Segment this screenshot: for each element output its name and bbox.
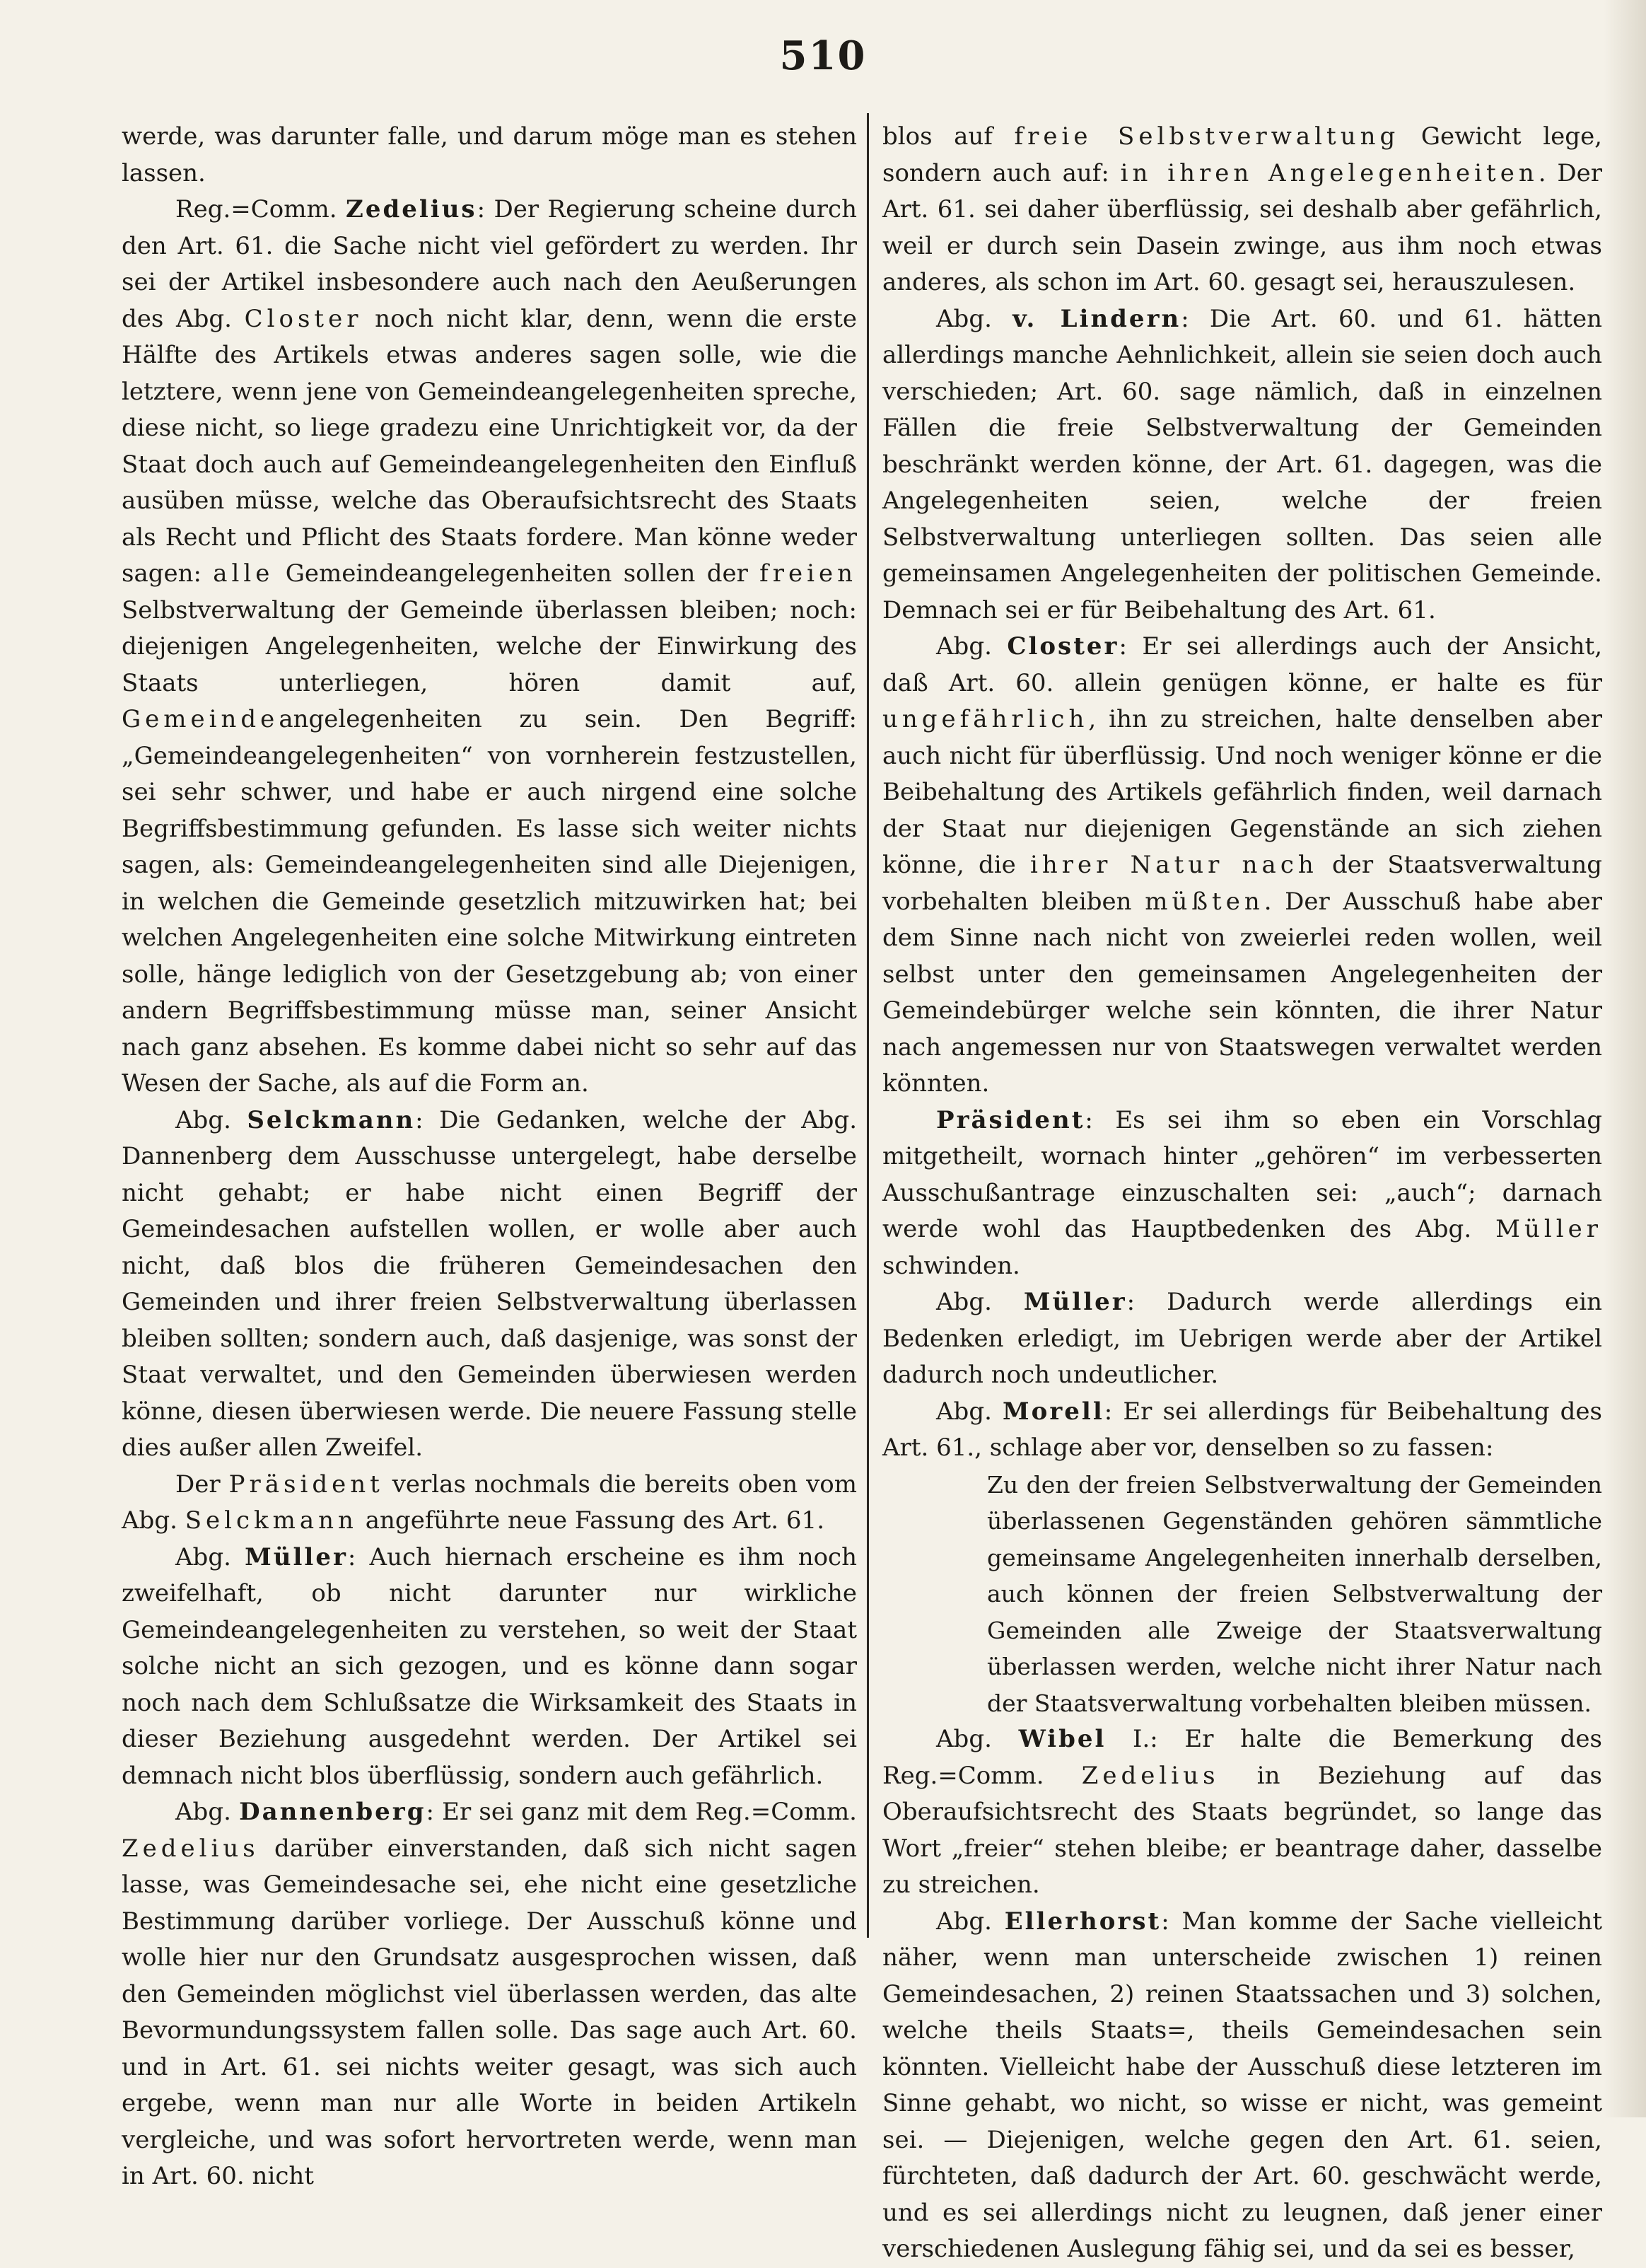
emphasis-text: alle bbox=[213, 559, 274, 588]
paragraph-text: der Staatsverwaltung vorbehalten bleiben bbox=[882, 851, 1602, 916]
paragraph-text: Abg. bbox=[936, 1907, 1005, 1936]
emphasis-text: Präsident bbox=[228, 1470, 384, 1499]
speaker-name: Müller bbox=[245, 1542, 348, 1571]
paragraph-text: Zu den der freien Selbstverwaltung der Gemeinden überlassenen Gegenständen gehören sämmtliche gemeinsame Angelegenheiten innerhalb derselben, auch können der freien Selbstverwaltung der Gemeinden alle Zweige der Staatsverwaltung überlassen werden, welche nicht ihrer Natur nach der Staatsverwaltung vorbehalten bleiben müssen. bbox=[987, 1470, 1602, 1717]
emphasis-text: Selckmann bbox=[185, 1506, 358, 1535]
paragraph bbox=[882, 1904, 1602, 2268]
paragraph bbox=[882, 1103, 1602, 1285]
paragraph-text: : Dadurch werde allerdings ein Bedenken erledigt, im Uebrigen werde aber der Artikel dadurch noch undeutlicher. bbox=[882, 1288, 1602, 1389]
paragraph bbox=[882, 1284, 1602, 1394]
paragraph bbox=[882, 1394, 1602, 1467]
paragraph-text: Der bbox=[175, 1470, 229, 1499]
paragraph-text: Abg. bbox=[936, 1288, 1024, 1316]
paragraph-text: Gemeindeangelegenheiten sollen der bbox=[274, 559, 760, 588]
paragraph-text: Reg.=Comm. bbox=[175, 195, 346, 223]
paragraph-text: Abg. bbox=[936, 1397, 1003, 1426]
speaker-name: Selckmann bbox=[247, 1105, 416, 1134]
column-divider bbox=[867, 113, 869, 1938]
paragraph-text: : Er sei allerdings auch der Ansicht, daß Art. 60. allein genügen könne, er halte es für bbox=[882, 632, 1603, 697]
paragraph-text: : Er sei ganz mit dem Reg.=Comm. bbox=[426, 1798, 857, 1826]
paragraph-text: Abg. bbox=[936, 304, 1013, 333]
paragraph-text: schwinden. bbox=[882, 1251, 1020, 1280]
paragraph bbox=[122, 119, 857, 192]
paragraph-text: Abg. bbox=[175, 1105, 247, 1134]
emphasis-text: müßten bbox=[1145, 887, 1264, 916]
speaker-name: Morell bbox=[1003, 1397, 1104, 1426]
paragraph-text: Abg. bbox=[175, 1542, 245, 1571]
paragraph-text: noch nicht klar, denn, wenn die erste Hälfte des Artikels etwas anderes sagen solle, wie die letztere, wenn jene von Gemeindeangelegenheiten spreche, diese nicht, so liege gradezu eine Unrichtigkeit vor, da der Staat doch auch auf Gemeindeangelegenheiten den Einfluß ausüben müsse, welche das Oberaufsichtsrecht des Staats als Recht und Pflicht des Staats fordere. Man könne weder sagen: bbox=[122, 304, 857, 588]
paragraph-text: : Auch hiernach erscheine es ihm noch zweifelhaft, ob nicht darunter nur wirkliche Gemeindeangelegenheiten zu verstehen, so weit der Staat solche nicht an sich gezogen, und es könne dann sogar noch nach dem Schlußsatze die Wirksamkeit des Staats in dieser Beziehung ausgedehnt werden. Der Artikel sei demnach nicht blos überflüssig, sondern auch gefährlich. bbox=[122, 1542, 857, 1790]
speaker-name: v. Lindern bbox=[1012, 304, 1181, 333]
paragraph-text: in Beziehung auf das Oberaufsichtsrecht des Staats begründet, so lange das Wort „freier“ stehen bleibe; er beantrage daher, dasselbe zu streichen. bbox=[882, 1761, 1602, 1899]
paragraph-text: darüber einverstanden, daß sich nicht sagen lasse, was Gemeindesache sei, ehe nicht eine gesetzliche Bestimmung darüber vorliege. Der Ausschuß könne und wolle hier nur den Grundsatz ausgesprochen wissen, daß den Gemeinden möglichst viel überlassen werden, das alte Bevormundungssystem fallen solle. Das sage auch Art. 60. und in Art. 61. sei nichts weiter gesagt, was sich auch ergebe, wenn man nur alle Worte in beiden Artikeln vergleiche, und was sofort hervortreten werde, wenn man in Art. 60. nicht bbox=[122, 1834, 857, 2190]
speaker-name: Müller bbox=[1023, 1288, 1127, 1316]
emphasis-text: Gemeinde bbox=[122, 705, 279, 733]
paragraph-text: , ihn zu streichen, halte denselben aber auch nicht für überflüssig. Und noch weniger könne er die Beibehaltung des Artikels gefährlich finden, weil darnach der Staat nur diejenigen Gegenstände an sich ziehen könne, die bbox=[882, 705, 1602, 879]
paragraph-text: Gewicht lege, sondern auch auf: bbox=[882, 122, 1602, 187]
paragraph-text: Abg. bbox=[936, 1725, 1019, 1753]
paragraph-text: : Die Gedanken, welche der Abg. Dannenberg dem Ausschusse untergelegt, habe derselbe nicht gehabt; er habe nicht einen Begriff der Gemeindesachen aufstellen wollen, er wolle aber auch nicht, daß blos die früheren Gemeindesachen den Gemeinden und ihrer freien Selbstverwaltung überlassen bleiben sollten; sondern auch, daß dasjenige, was sonst der Staat verwaltet, und den Gemeinden überwiesen werden könne, diesen überwiesen werde. Die neuere Fassung stelle dies außer allen Zweifel. bbox=[122, 1105, 858, 1462]
paragraph-text: Abg. bbox=[936, 632, 1008, 661]
paragraph-text: : Er sei allerdings für Beibehaltung des Art. 61., schlage aber vor, denselben so zu fassen: bbox=[882, 1397, 1602, 1462]
emphasis-text: Müller bbox=[1495, 1215, 1602, 1243]
paragraph-text: Selbstverwaltung der Gemeinde überlassen bleiben; noch: diejenigen Angelegenheiten, welche der Einwirkung des Staats unterliegen, hören damit auf, bbox=[122, 595, 857, 697]
paragraph-text: I.: Er halte die Bemerkung des Reg.=Comm. bbox=[882, 1725, 1602, 1790]
paragraph-text: werde, was darunter falle, und darum möge man es stehen lassen. bbox=[122, 122, 857, 187]
paragraph-text: : Es sei ihm so eben ein Vorschlag mitgetheilt, wornach hinter „gehören“ im verbesserten Ausschußantrage einzuschalten sei: „auch“; darnach werde wohl das Hauptbedenken des Abg. bbox=[882, 1105, 1602, 1243]
emphasis-text: freie Selbstverwaltung bbox=[1014, 122, 1400, 151]
speaker-name: Wibel bbox=[1018, 1725, 1107, 1753]
emphasis-text: Closter bbox=[244, 304, 363, 333]
speaker-name: Ellerhorst bbox=[1004, 1907, 1162, 1936]
paragraph-text: : Man komme der Sache vielleicht näher, wenn man unterscheide zwischen 1) reinen Gemeindesachen, 2) reinen Staatssachen und 3) solchen, welche theils Staats=, theils Gemeindesachen sein könnten. Vielleicht habe der Ausschuß diese letzteren im Sinne gehabt, wo nicht, so wisse er nicht, was gemeint sei. — Diejenigen, welche gegen den Art. 61. seien, fürchteten, daß dadurch der Art. 60. geschwächt werde, und es sei allerdings nicht zu leugnen, daß jener einer verschiedenen Auslegung fähig sei, und da sei es besser, bbox=[882, 1907, 1602, 2263]
speaker-name: Dannenberg bbox=[239, 1798, 426, 1826]
right-column bbox=[882, 119, 1602, 2268]
speaker-name: Präsident bbox=[936, 1105, 1085, 1134]
paragraph-text: verlas nochmals die bereits oben vom Abg. bbox=[122, 1470, 857, 1535]
emphasis-text: ihrer Natur nach bbox=[1029, 851, 1318, 879]
paragraph bbox=[882, 1721, 1602, 1904]
left-column bbox=[122, 119, 857, 2195]
emphasis-text: Zedelius bbox=[1081, 1761, 1220, 1790]
speaker-name: Zedelius bbox=[346, 195, 477, 223]
paragraph bbox=[882, 119, 1602, 301]
paragraph-text: . Der Ausschuß habe aber dem Sinne nach nicht von zweierlei reden wollen, weil selbst unter den gemeinsamen Angelegenheiten der Gemeindebürger welche sein könnten, die ihrer Natur nach angemessen nur von Staatswegen verwaltet werden könnten. bbox=[882, 887, 1603, 1098]
emphasis-text: Zedelius bbox=[122, 1834, 259, 1863]
paragraph bbox=[882, 629, 1602, 1103]
paragraph bbox=[122, 1794, 857, 2195]
paragraph bbox=[122, 1540, 857, 1795]
paragraph-text: blos auf bbox=[882, 122, 1015, 151]
paragraph bbox=[987, 1467, 1602, 1722]
paragraph-text: : Der Regierung scheine durch den Art. 61. die Sache nicht viel gefördert zu werden. Ihr sei der Artikel insbesondere auch nach den Aeußerungen des Abg. bbox=[122, 195, 857, 333]
paragraph-text: : Die Art. 60. und 61. hätten allerdings manche Aehnlichkeit, allein sie seien doch auch verschieden; Art. 60. sage nämlich, daß in einzelnen Fällen die freie Selbstverwaltung der Gemeinden beschränkt werden könne, der Art. 61. dagegen, was die Angelegenheiten seien, welche der freien Selbstverwaltung unterliegen sollten. Das seien alle gemeinsamen Angelegenheiten der politischen Gemeinde. Demnach sei er für Beibehaltung des Art. 61. bbox=[882, 304, 1602, 624]
paragraph bbox=[122, 192, 857, 1103]
emphasis-text: ungefährlich bbox=[882, 705, 1089, 733]
paragraph-text: . Der Art. 61. sei daher überflüssig, sei deshalb aber gefährlich, weil er durch sein Dasein zwinge, aus ihm noch etwas anderes, als schon im Art. 60. gesagt sei, herauszulesen. bbox=[882, 158, 1603, 296]
paragraph-text: Abg. bbox=[175, 1798, 240, 1826]
emphasis-text: freien bbox=[759, 559, 858, 588]
paragraph-text: angelegenheiten zu sein. Den Begriff: „Gemeindeangelegenheiten“ von vornherein festzustellen, sei sehr schwer, und habe er auch nirgend eine solche Begriffsbestimmung gefunden. Es lasse sich weiter nichts sagen, als: Gemeindeangelegenheiten sind alle Diejenigen, in welchen die Gemeinde gesetzlich mitzuwirken hat; bei welchen Angelegenheiten eine solche Mitwirkung eintreten solle, hänge lediglich von der Gesetzgebung ab; von einer andern Begriffsbestimmung müsse man, seiner Ansicht nach ganz absehen. Es komme dabei nicht so sehr auf das Wesen der Sache, als auf die Form an. bbox=[122, 705, 857, 1098]
paragraph bbox=[122, 1467, 857, 1540]
speaker-name: Closter bbox=[1007, 632, 1119, 661]
page-edge-shadow bbox=[1604, 0, 1646, 2117]
paragraph bbox=[882, 301, 1602, 629]
paragraph-text: angeführte neue Fassung des Art. 61. bbox=[357, 1506, 824, 1535]
paragraph bbox=[122, 1103, 857, 1467]
page-number: 510 bbox=[779, 33, 867, 79]
emphasis-text: in ihren Angelegenheiten bbox=[1120, 158, 1539, 187]
